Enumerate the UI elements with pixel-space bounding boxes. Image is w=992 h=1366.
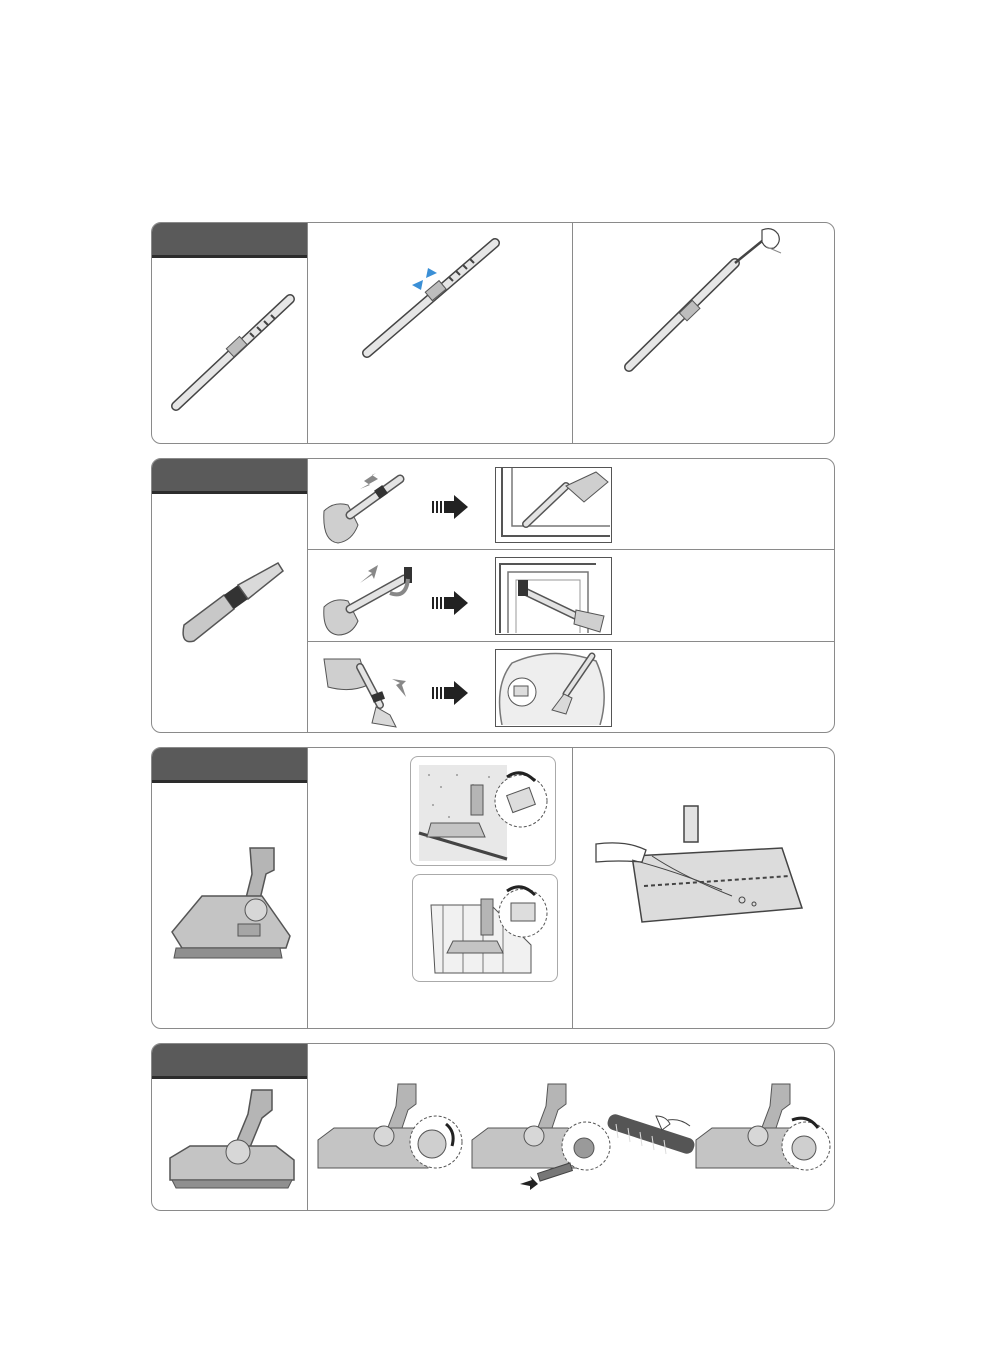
crevice-step-2-attach [320, 559, 420, 637]
carpet-mode-icon [410, 756, 556, 866]
floor-brush-icon [166, 840, 296, 970]
crevice-step-3-attach [320, 649, 410, 729]
turbo-step-1 [314, 1080, 464, 1198]
panel-crevice-tool [151, 458, 835, 733]
panel-telescopic-pipe [151, 222, 835, 444]
step-arrow [432, 681, 472, 705]
crevice-step-2-result [495, 557, 612, 635]
pipe-clean-icon [617, 225, 792, 375]
panel-turbo-brush [151, 1043, 835, 1211]
crevice-step-1-result [495, 467, 612, 543]
step-arrow [432, 495, 472, 519]
turbo-step-3 [602, 1112, 702, 1176]
floor-mode-icon [412, 874, 558, 982]
section-tab [152, 1044, 307, 1079]
turbo-step-2 [468, 1080, 614, 1198]
brush-clean-icon [592, 796, 822, 926]
turbo-step-4 [692, 1080, 834, 1198]
pipe-adjust-icon [357, 235, 507, 360]
panel-floor-brush [151, 747, 835, 1029]
crevice-tool-icon [176, 555, 286, 665]
step-arrow [432, 591, 472, 615]
crevice-step-3-result [495, 649, 612, 727]
turbo-brush-icon [164, 1086, 299, 1198]
section-tab [152, 223, 307, 258]
section-tab [152, 459, 307, 494]
crevice-step-1-attach [320, 465, 410, 547]
section-tab [152, 748, 307, 783]
telescopic-pipe-icon [164, 291, 299, 416]
